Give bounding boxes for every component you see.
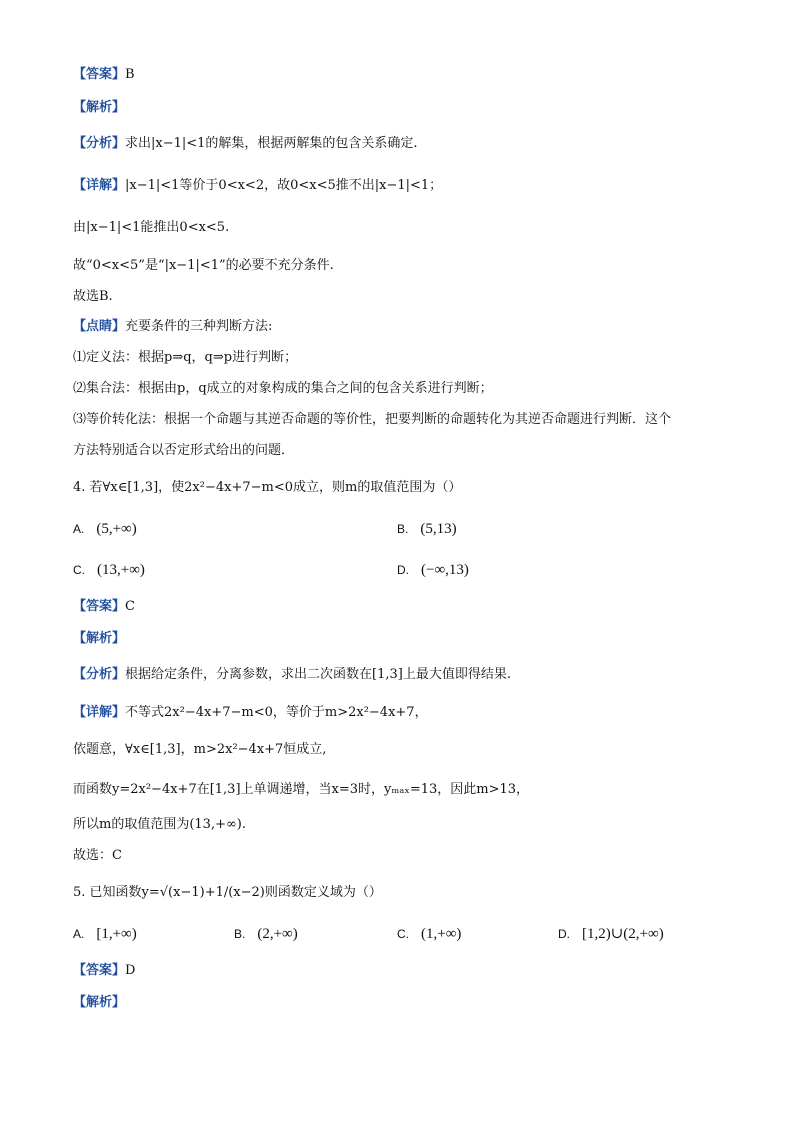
q3-method-2: ⑵集合法：根据由p，q成立的对象构成的集合之间的包含关系进行判断； — [73, 381, 493, 396]
q3-xiangjie-line-4: 故选B. — [73, 289, 113, 304]
answer-value: D — [125, 963, 136, 978]
q3-method-1: ⑴定义法：根据p⇒q，q⇒p进行判断； — [73, 350, 298, 365]
q4-fenxi-line — [73, 666, 511, 684]
q3-xiangjie-line-2: 由|x−1|<1能推出0<x<5. — [73, 220, 230, 235]
option-label: A. — [73, 927, 85, 941]
option-value: (1,+∞) — [421, 926, 462, 942]
q4-stem: 4. 若∀x∈[1,3]，使2x²−4x+7−m<0成立，则m的取值范围为（） — [73, 480, 462, 495]
q4-option-d[interactable] — [397, 561, 469, 580]
option-label: D. — [558, 927, 570, 941]
option-value: (−∞,13) — [421, 562, 469, 578]
answer-tag: 【答案】 — [73, 67, 126, 82]
fenxi-text: 求出|x−1|<1的解集，根据两解集的包含关系确定. — [125, 136, 418, 151]
option-value: [1,2)∪(2,+∞) — [582, 926, 664, 942]
answer-tag: 【答案】 — [73, 963, 126, 978]
fenxi-tag: 【分析】 — [73, 667, 126, 682]
fenxi-text: 根据给定条件，分离参数，求出二次函数在[1,3]上最大值即得结果. — [125, 667, 511, 682]
q5-option-c[interactable] — [397, 925, 461, 944]
option-label: B. — [234, 927, 246, 941]
option-value: (5,+∞) — [96, 521, 137, 537]
xiangjie-tag: 【详解】 — [73, 705, 126, 720]
option-label: B. — [397, 522, 409, 536]
q4-answer-line — [73, 598, 135, 616]
q4-option-b[interactable] — [397, 520, 457, 539]
q3-method-3a: ⑶等价转化法：根据一个命题与其逆否命题的等价性，把要判断的命题转化为其逆否命题进行判断．这个 — [73, 412, 672, 427]
answer-tag: 【答案】 — [73, 599, 126, 614]
q3-answer-line — [73, 66, 135, 84]
q4-xiangjie-line-2: 依题意，∀x∈[1,3]，m>2x²−4x+7恒成立, — [73, 742, 327, 757]
option-value: (2,+∞) — [257, 926, 298, 942]
answer-value: C — [125, 599, 135, 614]
q3-fenxi-line — [73, 135, 418, 153]
q3-xiangjie-line-1 — [73, 177, 442, 195]
q4-xiangjie-line-3: 而函数y=2x²−4x+7在[1,3]上单调递增，当x=3时，yₘₐₓ=13，因此m>13， — [73, 782, 530, 797]
jiexi-tag: 【解析】 — [73, 631, 126, 646]
q3-xiangjie-line-3: 故“0<x<5”是“|x−1|<1”的必要不充分条件. — [73, 258, 334, 273]
q5-option-a[interactable] — [73, 925, 137, 944]
option-value: (5,13) — [420, 521, 457, 537]
q5-option-d[interactable] — [558, 925, 664, 944]
option-label: A. — [73, 522, 85, 536]
xiangjie-tag: 【详解】 — [73, 178, 126, 193]
q5-answer-line — [73, 962, 135, 980]
option-value: (13,+∞) — [97, 562, 145, 578]
q3-dianjing-line — [73, 318, 272, 336]
option-value: [1,+∞) — [96, 926, 137, 942]
answer-value: B — [125, 67, 135, 82]
q5-stem: 5. 已知函数y=√(x−1)+1/(x−2)则函数定义域为（） — [73, 885, 382, 900]
xiangjie-text: |x−1|<1等价于0<x<2，故0<x<5推不出|x−1|<1； — [125, 178, 443, 193]
q5-jiexi-heading — [73, 994, 125, 1012]
fenxi-tag: 【分析】 — [73, 136, 126, 151]
xiangjie-text: 不等式2x²−4x+7−m<0，等价于m>2x²−4x+7， — [125, 705, 428, 720]
q4-xiangjie-line-4: 所以m的取值范围为(13,+∞). — [73, 817, 246, 832]
q4-xiangjie-line-5: 故选：C — [73, 848, 122, 863]
option-label: C. — [397, 927, 409, 941]
q4-option-c[interactable] — [73, 561, 145, 580]
dianjing-text: 充要条件的三种判断方法: — [125, 319, 273, 334]
jiexi-tag: 【解析】 — [73, 100, 126, 115]
q4-xiangjie-line-1 — [73, 704, 428, 722]
option-label: D. — [397, 563, 409, 577]
q3-method-3b: 方法特别适合以否定形式给出的问题． — [73, 443, 295, 458]
q3-jiexi-heading — [73, 99, 125, 117]
option-label: C. — [73, 563, 85, 577]
jiexi-tag: 【解析】 — [73, 995, 126, 1010]
dianjing-tag: 【点睛】 — [73, 319, 126, 334]
q4-jiexi-heading — [73, 630, 125, 648]
q5-option-b[interactable] — [234, 925, 298, 944]
q4-option-a[interactable] — [73, 520, 137, 539]
